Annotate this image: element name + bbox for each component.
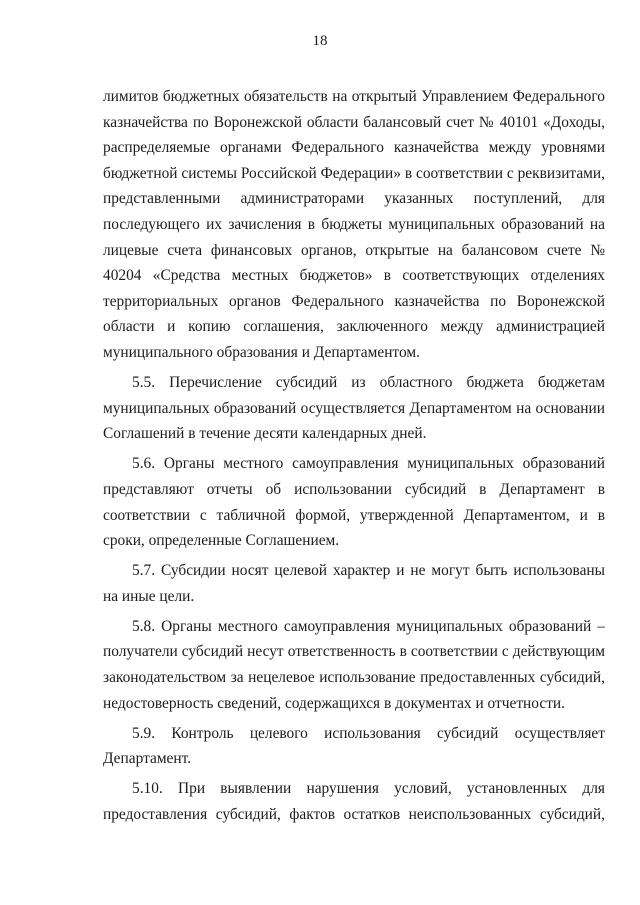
paragraph-continuation: лимитов бюджетных обязательств на открытый Управлением Федерального казначейства по Воронежской области балансовый счет № 40101 «Доходы, распределяемые органами Федерального казначейства между уровнями бюджетной системы Российской Федерации» в соответствии с реквизитами, представленными администраторами указанных поступлений, для последующего их зачисления в бюджеты муниципальных образований на лицевые счета финансовых органов, открытые на балансовом счете № 40204 «Средства местных бюджетов» в соответствующих отделениях территориальных органов Федерального казначейства по Воронежской области и копию соглашения, заключенного между администрацией муниципального образования и Департаментом.	[103, 88, 605, 361]
paragraph-5-7: 5.7. Субсидии носят целевой характер и не могут быть использованы на иные цели.	[103, 562, 605, 605]
paragraph-5-9: 5.9. Контроль целевого использования субсидий осуществляет Департамент.	[103, 724, 605, 768]
paragraph-5-6: 5.6. Органы местного самоуправления муниципальных образований представляют отчеты об использовании субсидий в Департамент в соответствии с табличной формой, утвержденной Департаментом, и в сроки, определенные Соглашением.	[103, 455, 605, 550]
paragraph-5-10: 5.10. При выявлении нарушения условий, установленных для предоставления субсидий, фактов остатков неиспользованных субсидий,	[103, 780, 605, 824]
paragraph-5-8: 5.8. Органы местного самоуправления муниципальных образований – получатели субсидий несут ответственность в соответствии с действующим законодательством за нецелевое использование предоставленных субсидий, недостоверность сведений, содержащихся в документах и отчетности.	[103, 617, 605, 712]
page-number: 18	[312, 33, 328, 49]
document-body	[103, 84, 605, 828]
paragraph-5-5: 5.5. Перечисление субсидий из областного бюджета бюджетам муниципальных образований осуществляется Департаментом на основании Соглашений в течение десяти календарных дней.	[103, 374, 605, 443]
